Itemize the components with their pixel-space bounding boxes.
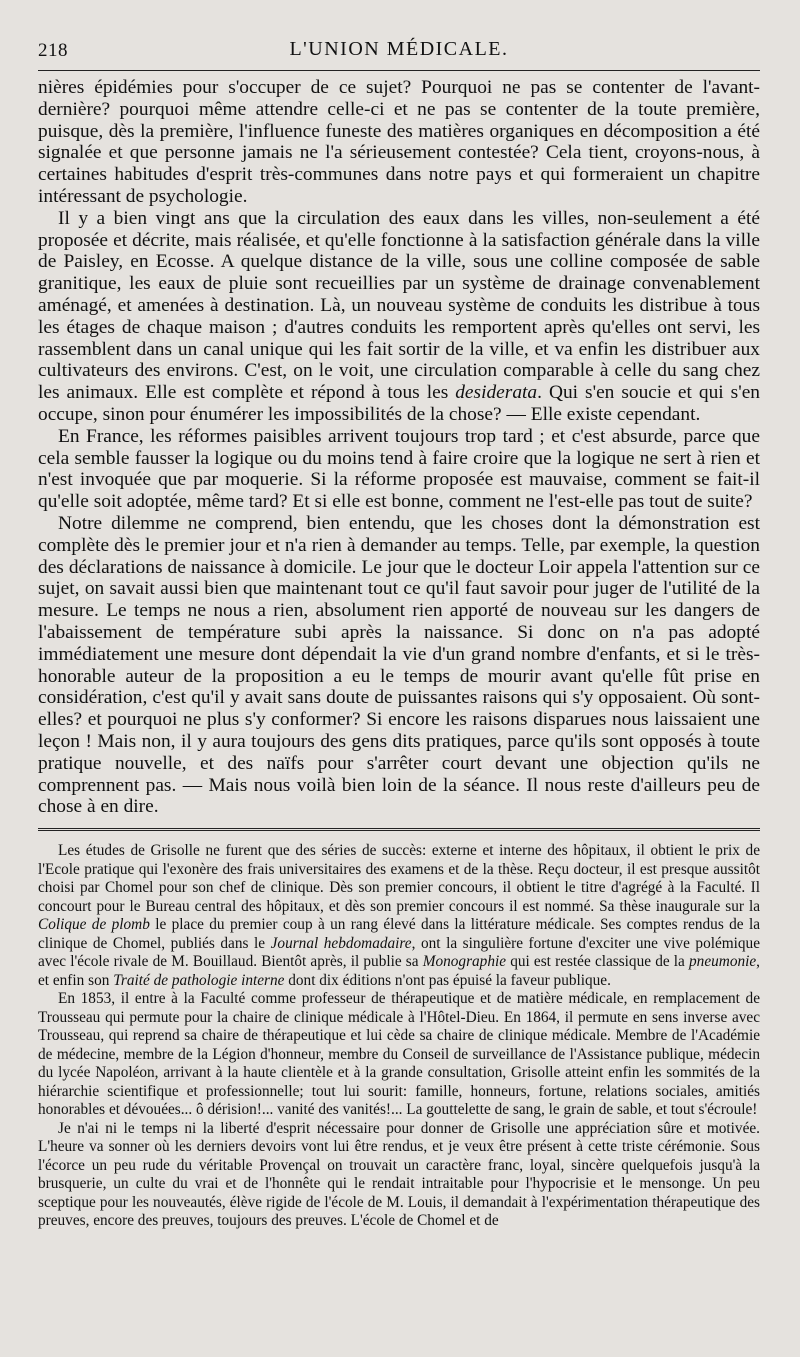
italic-term: Journal hebdomadaire xyxy=(270,934,412,952)
section-divider xyxy=(38,828,760,833)
paragraph xyxy=(38,842,760,990)
paragraph: nières épidémies pour s'occuper de ce sujet? Pourquoi ne pas se contenter de l'avant-dernière? pourquoi même attendre celle-ci et ne pas se contenter de la toute première, puisque, dès la première, l'influence funeste des matières organiques en décomposition a été signalée et que personne jamais ne l'a sérieusement contestée? Cela tient, croyons-nous, à certaines habitudes d'esprit très-communes dans notre pays et qui formeraient un chapitre intéressant de psychologie. xyxy=(38,77,760,207)
paragraph-text: le place du premier coup à un rang élevé dans la littérature médicale. Ses comptes rendus de la clinique de Chomel, publiés dans le xyxy=(38,916,760,952)
obituary-section xyxy=(38,842,760,1231)
paragraph-text: Il y a bien vingt ans que la circulation des eaux dans les villes, non-seulement a été proposée et décrite, mais réalisée, et qu'elle fonctionne à la satisfaction générale dans la ville de Paisley, en Ecosse. A quelque distance de la ville, sous une colline composée de sable granitique, les eaux de pluie sont recueillies par un système de drainage convenablement aménagé, et amenées à destination. Là, un nouveau système de conduits les distribue à tous les étages de chaque maison ; d'autres conduits les remportent après qu'elles ont servi, les rassemblent dans un canal unique qui les fait sortir de la ville, et va enfin les distribuer aux cultivateurs des environs. C'est, on le voit, une circulation comparable à celle du sang chez les animaux. Elle est complète et répond à tous les xyxy=(38,207,760,404)
paragraph: En 1853, il entre à la Faculté comme professeur de thérapeutique et de matière médicale, en remplacement de Trousseau qui permute pour la chaire de clinique médicale à l'Hôtel-Dieu. En 1864, il permute en sens inverse avec Trousseau, qui reprend sa chaire de thérapeutique et lui cède sa chaire de clinique médicale. Membre de l'Académie de médecine, membre de la Légion d'honneur, membre du Conseil de surveillance de l'Assistance publique, médecin du lycée Napoléon, arrivant à la haute clientèle et à la grande consultation, Grisolle atteint enfin les sommités de la hiérarchie scientifique et professionnelle; tout lui sourit: famille, honneurs, fortune, relations sociales, amitiés honorables et dévouées... ô dérision!... vanité des vanités!... La gouttelette de sang, le grain de sable, et tout s'écroule! xyxy=(38,990,760,1119)
paragraph: Notre dilemme ne comprend, bien entendu, que les choses dont la démonstration est complète dès le premier jour et n'a rien à demander au temps. Telle, par exemple, la question des déclarations de naissance à domicile. Le jour que le docteur Loir appela l'attention sur ce sujet, on savait aussi bien que maintenant tout ce qu'il faut savoir pour juger de l'utilité de la mesure. Le temps ne nous a rien, absolument rien apporté de nouveau sur les dangers de l'abaissement de température subi après la naissance. Si donc on n'a pas adopté immédiatement une mesure dont dépendait la vie d'un grand nombre d'enfants, et si le très-honorable auteur de la proposition a eu le temps de mourir avant qu'elle fût prise en considération, c'est qu'il y avait sans doute de puissantes raisons qui s'y opposaient. Où sont-elles? et pourquoi ne plus s'y conformer? Si encore les raisons disparues nous laissaient une leçon ! Mais non, il y aura toujours des gens dits pratiques, parce qu'ils sont opposés à toute pratique nouvelle, et des naïfs pour s'arrêter court devant une objection qu'ils ne comprennent pas. — Mais nous voilà bien loin de la séance. Il nous reste d'ailleurs peu de chose à en dire. xyxy=(38,512,760,818)
paragraph-text: . Qui s'en soucie et qui s'en occupe, sinon pour énumérer les impossibilités de la chose? — Elle existe cependant. xyxy=(38,382,760,425)
running-title: L'UNION MÉDICALE. xyxy=(289,38,509,60)
paragraph-text: , et enfin son xyxy=(38,953,760,989)
paragraph: En France, les réformes paisibles arrivent toujours trop tard ; et c'est absurde, parce que cela semble fausser la logique ou du moins tend à faire croire que la logique ne sert à rien et n'est invoquée que par moquerie. Si la réforme proposée est mauvaise, comment se fait-il qu'elle soit adoptée, même tard? Et si elle est bonne, comment ne l'est-elle pas tout de suite? xyxy=(38,425,760,513)
italic-term: Colique de plomb xyxy=(38,916,150,934)
italic-term: Traité de pathologie interne xyxy=(113,971,285,989)
header-rule xyxy=(38,70,760,71)
page-header xyxy=(38,32,760,62)
italic-term: desiderata xyxy=(455,382,538,404)
italic-term: Monographie xyxy=(422,953,507,971)
paragraph-text: qui est restée classique de la xyxy=(506,953,690,971)
paragraph-text: dont dix éditions n'ont pas épuisé la faveur publique. xyxy=(284,971,611,989)
paragraph xyxy=(38,208,760,426)
italic-term: pneumonie xyxy=(689,953,757,971)
main-article xyxy=(38,77,760,818)
page-number: 218 xyxy=(38,40,68,61)
paragraph: Je n'ai ni le temps ni la liberté d'esprit nécessaire pour donner de Grisolle une appréciation sûre et motivée. L'heure va sonner où les derniers devoirs vont lui être rendus, et je veux être présent à cette triste cérémonie. Sous l'écorce un peu rude du véritable Provençal on trouvait un caractère franc, loyal, sincère quelquefois jusqu'à la brusquerie, un culte du vrai et de l'honnête qui le rendait intraitable pour l'hypocrisie et le mensonge. Un peu sceptique pour les nouveautés, élève rigide de l'école de M. Louis, il demandait à l'expérimentation thérapeutique des preuves, encore des preuves, toujours des preuves. L'école de Chomel et de xyxy=(38,1119,760,1230)
paragraph-text: , ont la singulière fortune d'exciter une vive polémique avec l'école rivale de M. Bouillaud. Bientôt après, il publie sa xyxy=(38,934,760,971)
paragraph-text: Les études de Grisolle ne furent que des séries de succès: externe et interne des hôpitaux, il obtient le prix de l'Ecole pratique qui l'exonère des frais universitaires des examens et de la thèse. Reçu docteur, il est presque aussitôt choisi par Chomel pour son chef de clinique. Dès son premier concours, il obtient le titre d'agrégé à la Faculté. Il concourt pour le Bureau central des hôpitaux, et dès son premier concours il est nommé. Sa thèse inaugurale sur la xyxy=(38,842,760,915)
